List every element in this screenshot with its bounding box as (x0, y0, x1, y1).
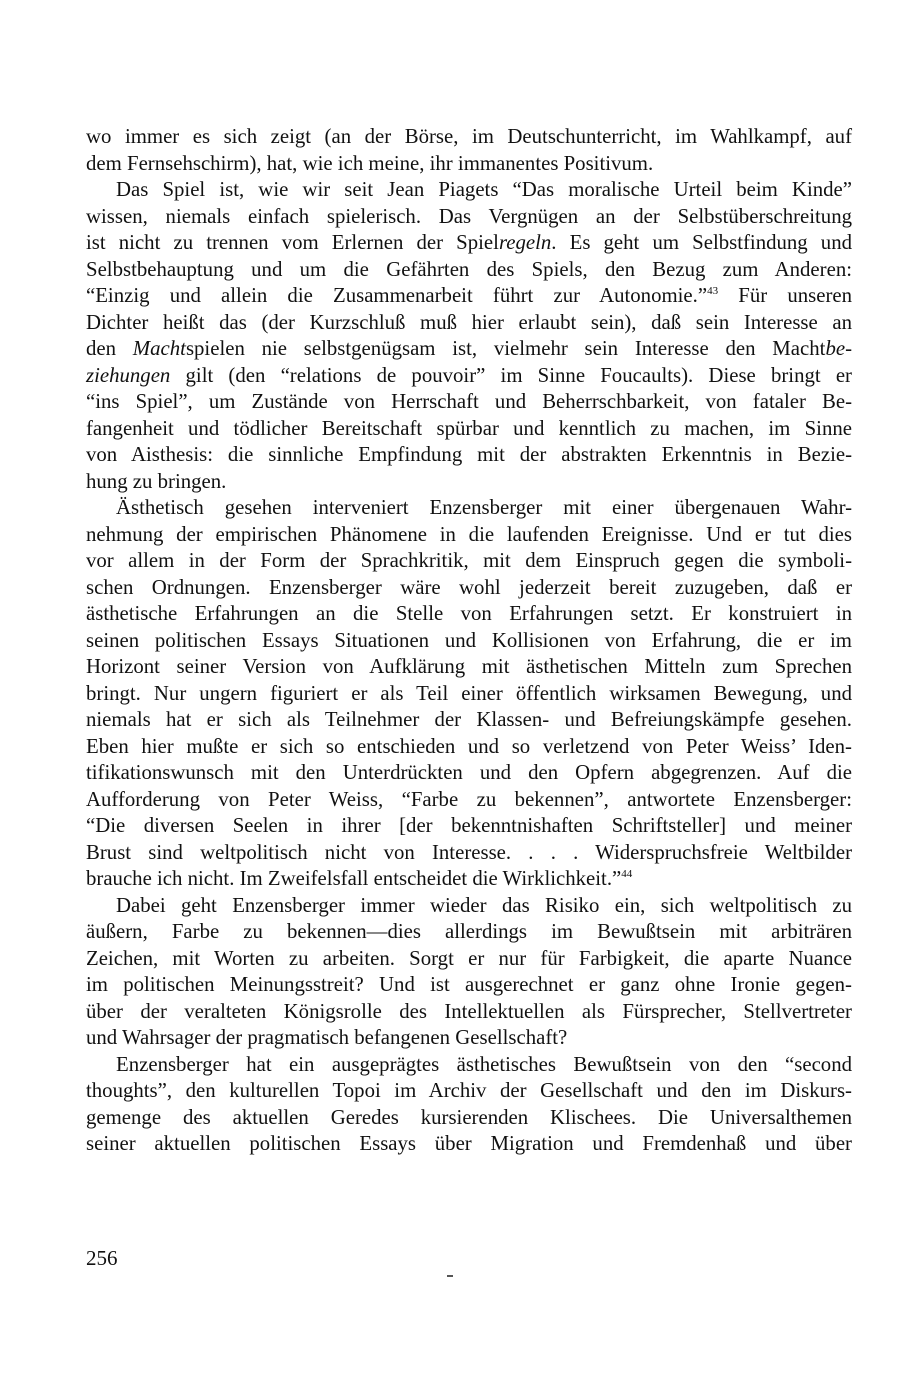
text-segment: im politischen Meinungsstreit? Und ist ausgerechnet er ganz ohne Ironie gegen- (86, 973, 852, 996)
text-line (86, 946, 852, 973)
text-line (86, 363, 852, 390)
text-segment: Ästhetisch gesehen interveniert Enzensberger mit einer übergenauen Wahr- (116, 496, 852, 519)
italic-text: Macht (132, 337, 186, 360)
footnote-marker: 43 (707, 285, 719, 297)
text-segment: Eben hier mußte er sich so entschieden und so verletzend von Peter Weiss’ Iden- (86, 734, 852, 758)
text-segment: Selbstbehauptung und um die Gefährten des Spiels, den Bezug zum Anderen: (86, 257, 852, 281)
text-segment: Enzensberger hat ein ausgeprägtes ästhetisches Bewußtsein von den “second (116, 1052, 852, 1076)
text-line (86, 707, 852, 734)
text-line (86, 1131, 852, 1158)
text-segment: dem Fernsehschirm), hat, wie ich meine, ihr immanentes Positivum. (86, 151, 654, 175)
text-line (86, 522, 852, 549)
text-segment: “Die diversen Seelen in ihrer [der bekenntnishaften Schriftsteller] und meiner (86, 814, 852, 837)
text-segment: “ins Spiel”, um Zustände von Herrschaft und Beherrschbarkeit, von fataler Be- (86, 390, 852, 413)
text-segment: . Es geht um Selbstfindung und (551, 231, 853, 254)
text-line (86, 734, 852, 761)
text-line (86, 919, 852, 946)
text-line (86, 416, 852, 443)
text-segment: wissen, niemals einfach spielerisch. Das Vergnügen an der Selbstüberschreitung (86, 204, 852, 228)
text-line (86, 760, 852, 787)
text-line (86, 893, 852, 920)
text-segment: “Einzig und allein die Zusammenarbeit führt zur Autonomie.” (86, 284, 708, 307)
text-segment: ästhetische Erfahrungen an die Stelle von Erfahrungen setzt. Er konstruiert in (86, 602, 852, 625)
text-segment: wo immer es sich zeigt (an der Börse, im Deutschunterricht, im Wahlkampf, auf (86, 125, 852, 148)
text-line (86, 1105, 852, 1132)
scan-mark (447, 1275, 453, 1277)
text-line (86, 204, 852, 231)
text-segment: den (86, 337, 133, 360)
text-segment: Brust sind weltpolitisch nicht von Interesse. . . . Widerspruchsfreie Weltbilder (86, 840, 852, 864)
footnote-marker: 44 (621, 868, 633, 880)
text-line (86, 230, 852, 257)
text-line (86, 548, 852, 575)
text-segment: thoughts”, den kulturellen Topoi im Archiv der Gesellschaft und den im Diskurs- (86, 1079, 852, 1102)
text-line (86, 336, 852, 363)
text-line (86, 177, 852, 204)
text-line (86, 999, 852, 1026)
italic-text: ziehungen (86, 363, 171, 387)
text-segment: seinen politischen Essays Situationen und Kollisionen von Erfahrung, die er im (86, 628, 852, 652)
text-line (86, 628, 852, 655)
text-segment: von Aisthesis: die sinnliche Empfindung mit der abstrakten Erkenntnis in Bezie- (86, 443, 852, 466)
text-segment: Für unseren (718, 284, 852, 307)
text-segment: ist nicht zu trennen vom Erlernen der Spiel (86, 231, 499, 254)
text-line (86, 654, 852, 681)
text-segment: tifikationswunsch mit den Unterdrückten und den Opfern abgegrenzen. Auf die (86, 761, 852, 784)
text-line (86, 257, 852, 284)
text-segment: bringt. Nur ungern figuriert er als Teil einer öffentlich wirksamen Bewegung, und (86, 681, 852, 705)
text-line (86, 866, 852, 893)
text-segment: gilt (den “relations de pouvoir” im Sinne Foucaults). Diese bringt er (170, 363, 852, 387)
text-segment: Zeichen, mit Worten zu arbeiten. Sorgt er nur für Farbigkeit, die aparte Nuance (86, 946, 852, 970)
text-segment: vor allem in der Form der Sprachkritik, mit dem Einspruch gegen die symboli- (86, 549, 852, 572)
text-segment: Das Spiel ist, wie wir seit Jean Piagets “Das moralische Urteil beim Kinde” (116, 178, 852, 201)
text-line (86, 1078, 852, 1105)
text-segment: Horizont seiner Version von Aufklärung mit ästhetischen Mitteln zum Sprechen (86, 655, 852, 678)
italic-text: regeln (498, 231, 552, 254)
body-text (86, 124, 852, 1158)
italic-text: be- (825, 337, 852, 360)
text-line (86, 1052, 852, 1079)
text-segment: schen Ordnungen. Enzensberger wäre wohl jederzeit bereit zuzugeben, daß er (86, 575, 852, 599)
text-line (86, 310, 852, 337)
text-line (86, 787, 852, 814)
text-segment: niemals hat er sich als Teilnehmer der Klassen- und Befreiungskämpfe gesehen. (86, 708, 852, 731)
text-line (86, 840, 852, 867)
text-segment: brauche ich nicht. Im Zweifelsfall entscheidet die Wirklichkeit.” (86, 867, 622, 890)
text-segment: und Wahrsager der pragmatisch befangenen Gesellschaft? (86, 1026, 568, 1049)
text-segment: nehmung der empirischen Phänomene in die laufenden Ereignisse. Und er tut dies (86, 522, 852, 546)
text-line (86, 151, 852, 178)
text-line (86, 389, 852, 416)
text-line (86, 681, 852, 708)
text-segment: Dichter heißt das (der Kurzschluß muß hier erlaubt sein), daß sein Interesse an (86, 310, 852, 334)
text-segment: Dabei geht Enzensberger immer wieder das Risiko ein, sich weltpolitisch zu (116, 893, 852, 917)
text-line (86, 442, 852, 469)
text-segment: Aufforderung von Peter Weiss, “Farbe zu bekennen”, antwortete Enzensberger: (86, 787, 852, 811)
page-number: 256 (86, 1246, 118, 1270)
text-line (86, 972, 852, 999)
text-line (86, 469, 852, 496)
text-line (86, 601, 852, 628)
text-segment: gemenge des aktuellen Geredes kursierenden Klischees. Die Universalthemen (86, 1105, 852, 1129)
text-segment: hung zu bringen. (86, 469, 227, 493)
text-segment: äußern, Farbe zu bekennen—dies allerdings im Bewußtsein mit arbiträren (86, 920, 852, 943)
text-segment: seiner aktuellen politischen Essays über Migration und Fremdenhaß und über (86, 1132, 852, 1155)
text-line (86, 1025, 852, 1052)
text-line (86, 813, 852, 840)
text-line (86, 575, 852, 602)
text-line (86, 283, 852, 310)
text-segment: fangenheit und tödlicher Bereitschaft spürbar und kenntlich zu machen, im Sinne (86, 416, 852, 440)
text-segment: spielen nie selbstgenügsam ist, vielmehr sein Interesse den Macht (185, 337, 826, 360)
text-segment: über der veralteten Königsrolle des Intellektuellen als Fürsprecher, Stellvertreter (86, 999, 852, 1023)
text-line (86, 124, 852, 151)
text-line (86, 495, 852, 522)
